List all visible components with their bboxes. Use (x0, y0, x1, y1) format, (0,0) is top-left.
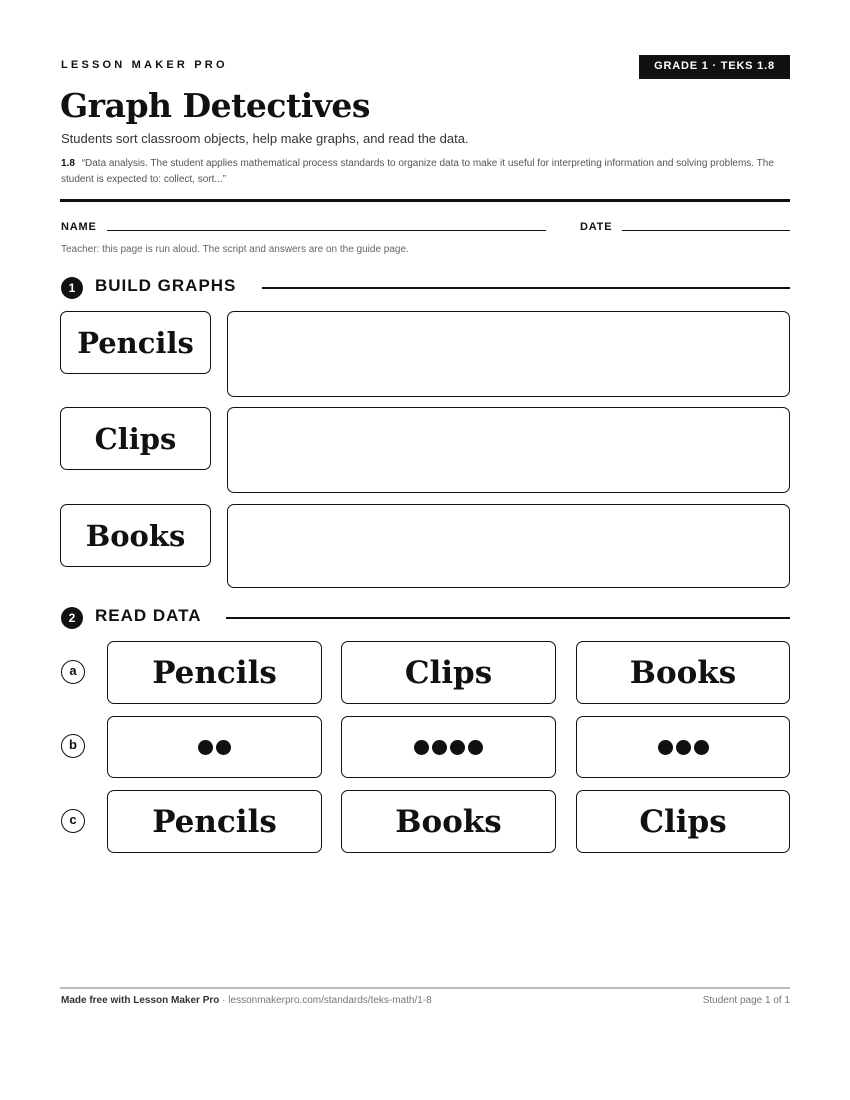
graph-row-area[interactable] (227, 311, 790, 397)
graph-row-label-card[interactable] (60, 504, 211, 567)
footer-credit (61, 995, 432, 1006)
grade-badge: GRADE 1 · TEKS 1.8 (639, 55, 790, 79)
footer-separator: · (219, 995, 229, 1006)
page-subtitle: Students sort classroom objects, help make graphs, and read the data. (61, 131, 469, 146)
answer-card[interactable] (107, 641, 322, 704)
row-letter-a: a (61, 660, 85, 684)
section-1-number: 1 (61, 277, 83, 299)
standard-code: 1.8 (61, 158, 75, 169)
answer-card[interactable] (576, 790, 790, 853)
footer-divider (60, 987, 790, 989)
row-letter-c: c (61, 809, 85, 833)
section-2-number: 2 (61, 607, 83, 629)
name-label: NAME (61, 221, 97, 233)
section-1-rule (262, 287, 790, 289)
row-letter-b: b (61, 734, 85, 758)
tally-dot (658, 740, 673, 755)
name-field[interactable] (107, 230, 546, 231)
tally-dot (432, 740, 447, 755)
answer-card[interactable] (341, 790, 556, 853)
dot-group (198, 740, 231, 755)
tally-dot (216, 740, 231, 755)
graph-row-label: Books (85, 518, 186, 553)
graph-row-label-card[interactable] (60, 311, 211, 374)
date-label: DATE (580, 221, 613, 233)
graph-row-area[interactable] (227, 407, 790, 493)
answer-card-label: Books (629, 654, 737, 691)
graph-row-label: Pencils (77, 325, 194, 360)
tally-dot (198, 740, 213, 755)
header-divider (60, 199, 790, 202)
footer-made-with: Made free with Lesson Maker Pro (61, 995, 220, 1006)
answer-card[interactable] (576, 716, 790, 778)
answer-card[interactable] (341, 641, 556, 704)
standard-description (61, 156, 791, 188)
answer-card-label: Clips (404, 654, 493, 691)
dot-group (658, 740, 709, 755)
standard-text: “Data analysis. The student applies mathematical process standards to organize data to make it useful for interpreting information and solving problems. The student is expected to: collect, sort...” (61, 158, 774, 185)
page-title: Graph Detectives (60, 86, 370, 125)
teacher-note: Teacher: this page is run aloud. The script and answers are on the guide page. (61, 244, 409, 255)
footer-page-label: Student page 1 of 1 (702, 995, 790, 1006)
answer-card[interactable] (107, 790, 322, 853)
tally-dot (450, 740, 465, 755)
dot-group (414, 740, 483, 755)
tally-dot (676, 740, 691, 755)
answer-card[interactable] (107, 716, 322, 778)
answer-card-label: Clips (639, 803, 727, 840)
graph-row-label-card[interactable] (60, 407, 211, 470)
answer-card-label: Books (395, 803, 502, 840)
answer-card[interactable] (576, 641, 790, 704)
tally-dot (468, 740, 483, 755)
footer-url[interactable]: lessonmakerpro.com/standards/teks-math/1-8 (228, 995, 432, 1006)
graph-row-area[interactable] (227, 504, 790, 588)
brand-name: LESSON MAKER PRO (61, 59, 228, 71)
answer-card[interactable] (341, 716, 556, 778)
answer-card-label: Pencils (152, 654, 277, 691)
graph-row-label: Clips (94, 421, 177, 456)
section-1-title: BUILD GRAPHS (95, 276, 237, 295)
date-field[interactable] (622, 230, 790, 231)
answer-card-label: Pencils (152, 803, 277, 840)
tally-dot (414, 740, 429, 755)
tally-dot (694, 740, 709, 755)
section-2-title: READ DATA (95, 606, 202, 625)
section-2-rule (226, 617, 790, 619)
